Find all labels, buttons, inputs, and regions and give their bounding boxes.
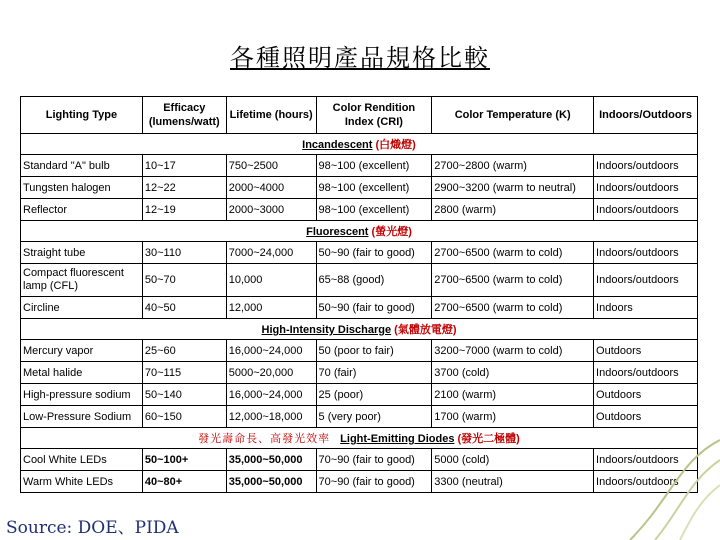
table-row [21,471,698,493]
table-cell: Indoors/outdoors [594,155,698,177]
table-cell: Mercury vapor [21,340,143,362]
table-row [21,155,698,177]
section-name-en: Light-Emitting Diodes [340,433,455,445]
table-cell: Tungsten halogen [21,177,143,199]
table-row [21,362,698,384]
table-cell: Cool White LEDs [21,449,143,471]
table-cell: 750~2500 [226,155,316,177]
table-cell: 2700~6500 (warm to cold) [432,264,594,297]
header-row [21,97,698,134]
table-cell: 50~140 [142,384,226,406]
header-cell: Color Temperature (K) [432,97,594,134]
table-cell: Compact fluorescent lamp (CFL) [21,264,143,297]
table-cell: 35,000~50,000 [226,449,316,471]
table-cell: Metal halide [21,362,143,384]
section-title [21,319,698,340]
table-cell: 60~150 [142,406,226,428]
table-cell: 5000~20,000 [226,362,316,384]
table-cell: 98~100 (excellent) [316,155,432,177]
table-cell: 12,000~18,000 [226,406,316,428]
table-row [21,177,698,199]
table-cell: 98~100 (excellent) [316,199,432,221]
table-row [21,297,698,319]
table-cell: 2700~2800 (warm) [432,155,594,177]
lighting-comparison-table [20,96,698,493]
table-cell: Indoors/outdoors [594,177,698,199]
section-name-zh: (螢光燈) [371,226,412,238]
source-note: Source: DOE、PIDA [6,518,179,538]
table-cell: 2800 (warm) [432,199,594,221]
table-cell: Outdoors [594,384,698,406]
table-cell: Indoors/outdoors [594,242,698,264]
table-cell: 5 (very poor) [316,406,432,428]
table-cell: 50~90 (fair to good) [316,242,432,264]
section-prefix: 發光壽命長、高發光效率 [198,432,331,445]
table-cell: Low-Pressure Sodium [21,406,143,428]
header-cell: Indoors/Outdoors [594,97,698,134]
table-cell: Straight tube [21,242,143,264]
table-cell: 2100 (warm) [432,384,594,406]
table-cell: 2700~6500 (warm to cold) [432,242,594,264]
section-name-en: High-Intensity Discharge [261,324,392,336]
table-row [21,384,698,406]
table-cell: 65~88 (good) [316,264,432,297]
table-cell: Indoors/outdoors [594,362,698,384]
table-cell: 16,000~24,000 [226,384,316,406]
header-cell: Lifetime (hours) [226,97,316,134]
table-cell: 3700 (cold) [432,362,594,384]
table-cell: 2900~3200 (warm to neutral) [432,177,594,199]
table-cell: Standard "A" bulb [21,155,143,177]
table-cell: 70~90 (fair to good) [316,471,432,493]
table-cell: 16,000~24,000 [226,340,316,362]
table-cell: 70 (fair) [316,362,432,384]
table-cell: 25 (poor) [316,384,432,406]
table-cell: Indoors/outdoors [594,449,698,471]
table-cell: 2000~4000 [226,177,316,199]
section-title [21,221,698,242]
table-cell: 35,000~50,000 [226,471,316,493]
table-cell: 10~17 [142,155,226,177]
table-cell: 12~19 [142,199,226,221]
table-cell: Indoors/outdoors [594,264,698,297]
table-cell: Indoors [594,297,698,319]
table-cell: Outdoors [594,406,698,428]
table-cell: 2700~6500 (warm to cold) [432,297,594,319]
table-cell: 12,000 [226,297,316,319]
section-name-en: Incandescent [302,139,373,151]
table-cell: Warm White LEDs [21,471,143,493]
section-header-row [21,134,698,155]
table-cell: High-pressure sodium [21,384,143,406]
section-name-zh: (白熾燈) [375,139,416,151]
section-title [21,134,698,155]
table-row [21,340,698,362]
table-cell: Indoors/outdoors [594,471,698,493]
table-cell: 12~22 [142,177,226,199]
table-cell: 7000~24,000 [226,242,316,264]
table-row [21,406,698,428]
table-cell: 1700 (warm) [432,406,594,428]
table-cell: 3300 (neutral) [432,471,594,493]
table-cell: 3200~7000 (warm to cold) [432,340,594,362]
page-title: 各種照明產品規格比較 [230,44,490,72]
table-cell: 50 (poor to fair) [316,340,432,362]
table-cell: 50~100+ [142,449,226,471]
table-cell: 30~110 [142,242,226,264]
table-row [21,242,698,264]
table-cell: 2000~3000 [226,199,316,221]
section-header-row [21,428,698,449]
table-cell: 40~50 [142,297,226,319]
table-row [21,449,698,471]
table-cell: 70~90 (fair to good) [316,449,432,471]
section-name-zh: (發光二極體) [457,433,520,445]
header-cell: Lighting Type [21,97,143,134]
table-cell: 10,000 [226,264,316,297]
section-name-zh: (氣體放電燈) [394,324,457,336]
table-cell: 5000 (cold) [432,449,594,471]
section-header-row [21,319,698,340]
table-cell: 70~115 [142,362,226,384]
table-cell: 98~100 (excellent) [316,177,432,199]
table-row [21,264,698,297]
section-title [21,428,698,449]
header-cell: Color Rendition Index (CRI) [316,97,432,134]
section-header-row [21,221,698,242]
section-name-en: Fluorescent [306,226,369,238]
table-cell: Circline [21,297,143,319]
table-cell: Reflector [21,199,143,221]
table-row [21,199,698,221]
table-cell: Outdoors [594,340,698,362]
table-cell: 25~60 [142,340,226,362]
table-cell: 50~70 [142,264,226,297]
table-cell: Indoors/outdoors [594,199,698,221]
table-cell: 50~90 (fair to good) [316,297,432,319]
header-cell: Efficacy (lumens/watt) [142,97,226,134]
table-cell: 40~80+ [142,471,226,493]
